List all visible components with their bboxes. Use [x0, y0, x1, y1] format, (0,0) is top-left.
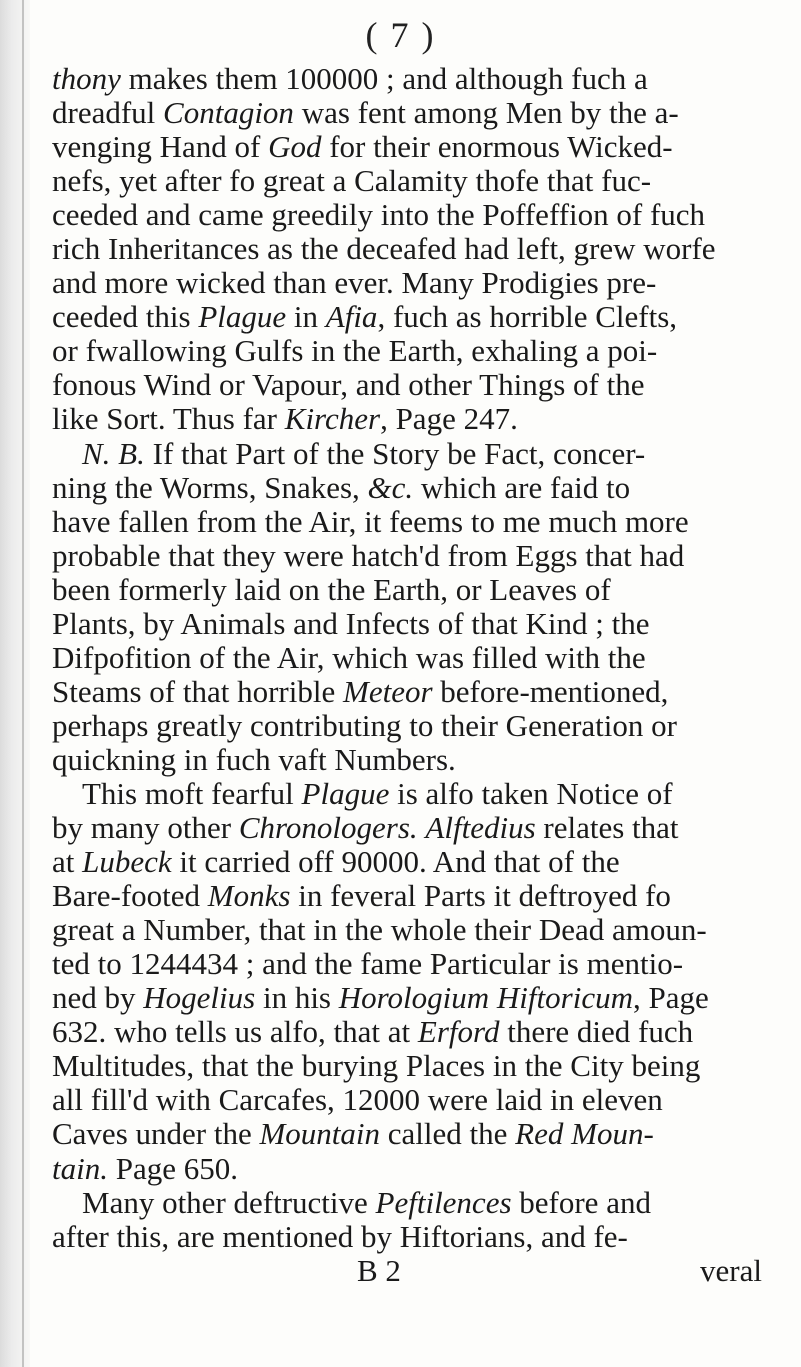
text-line: [52, 471, 790, 505]
italic-text: Horologium Hiftoricum: [338, 981, 633, 1016]
roman-text: , Page 247.: [380, 402, 518, 437]
text-line: [52, 913, 790, 947]
italic-text: Erford: [417, 1015, 500, 1050]
roman-text: it carried off 90000. And that of the: [171, 845, 620, 880]
italic-text: Afia: [325, 300, 378, 335]
italic-text: &c.: [367, 470, 414, 505]
roman-text: after this, are mentioned by Hiftorians, and fe-: [52, 1219, 628, 1254]
roman-text: relates that: [535, 811, 679, 846]
text-line: [52, 1015, 790, 1049]
text-line: [52, 1049, 790, 1083]
text-line: [52, 1186, 790, 1220]
italic-text: Kircher: [284, 402, 381, 437]
text-line: [52, 96, 790, 130]
catchword: veral: [700, 1253, 762, 1288]
signature-mark: B 2: [357, 1253, 401, 1288]
italic-text: Plague: [198, 300, 287, 335]
text-line: [52, 845, 790, 879]
roman-text: ted to 1244434 ; and the fame Particular is mentio-: [52, 947, 684, 982]
italic-text: Contagion: [163, 96, 294, 131]
roman-text: Caves under the: [52, 1117, 260, 1152]
roman-text: rich Inheritances as the deceafed had left, grew worfe: [52, 232, 716, 267]
roman-text: fonous Wind or Vapour, and other Things of the: [52, 368, 645, 403]
text-line: [52, 607, 790, 641]
text-line: [52, 947, 790, 981]
roman-text: 632. who tells us alfo, that at: [52, 1015, 418, 1050]
roman-text: is alfo taken Notice of: [389, 776, 673, 811]
roman-text: Difpofition of the Air, which was filled with the: [52, 640, 646, 675]
roman-text: at: [52, 845, 83, 880]
italic-text: Mountain: [259, 1117, 381, 1152]
roman-text: ceeded this: [52, 300, 199, 335]
roman-text: ceeded and came greedily into the Poffeffion of fuch: [52, 198, 706, 233]
italic-text: thony: [52, 62, 121, 96]
roman-text: called the: [380, 1117, 516, 1152]
text-line: [52, 62, 790, 96]
roman-text: or fwallowing Gulfs in the Earth, exhaling a poi-: [52, 334, 658, 369]
italic-text: tain.: [52, 1151, 108, 1186]
binding-gutter: [0, 0, 30, 1367]
text-line: [52, 811, 790, 845]
italic-text: Chronologers.: [238, 811, 418, 846]
text-line: [52, 505, 790, 539]
roman-text: in feveral Parts it deftroyed fo: [290, 879, 671, 914]
text-line: [52, 300, 790, 334]
catch-line: [52, 1254, 790, 1288]
body-text: [52, 62, 790, 1288]
roman-text: dreadful: [52, 96, 164, 131]
roman-text: probable that they were hatch'd from Eggs that had: [52, 538, 685, 573]
roman-text: Many other deftructive: [82, 1185, 376, 1220]
text-line: [52, 232, 790, 266]
roman-text: like Sort. Thus far: [52, 402, 285, 437]
roman-text: perhaps greatly contributing to their Generation or: [52, 708, 677, 743]
text-line: [52, 402, 790, 436]
roman-text: been formerly laid on the Earth, or Leaves of: [52, 572, 611, 607]
roman-text: , Page: [632, 981, 709, 1016]
italic-text: Plague: [301, 776, 390, 811]
roman-text: ned by: [52, 981, 144, 1016]
text-line: [52, 130, 790, 164]
text-line: [52, 1117, 790, 1151]
roman-text: which are faid to: [413, 470, 631, 505]
text-line: [52, 198, 790, 232]
roman-text: venging Hand of: [52, 130, 269, 165]
italic-text: Peftilences: [375, 1185, 512, 1220]
text-line: [52, 743, 790, 777]
text-line: [52, 266, 790, 300]
text-line: [52, 539, 790, 573]
roman-text: Bare-footed: [52, 879, 208, 914]
text-line: [52, 573, 790, 607]
text-line: [52, 437, 790, 471]
roman-text: , fuch as horrible Clefts,: [377, 300, 678, 335]
roman-text: great a Number, that in the whole their Dead amoun-: [52, 913, 707, 948]
text-line: [52, 981, 790, 1015]
roman-text: before-mentioned,: [432, 674, 669, 709]
gutter-edge: [22, 0, 24, 1367]
italic-text: Alftedius: [425, 811, 536, 846]
text-line: [52, 368, 790, 402]
roman-text: in: [286, 300, 326, 335]
text-line: [52, 334, 790, 368]
roman-text: by many other: [52, 811, 239, 846]
roman-text: Plants, by Animals and Infects of that Kind ; the: [52, 606, 650, 641]
italic-text: Lubeck: [82, 845, 172, 880]
roman-text: quickning in fuch vaft Numbers.: [52, 742, 456, 777]
italic-text: Hogelius: [143, 981, 256, 1016]
text-line: [52, 777, 790, 811]
roman-text: Page 650.: [107, 1151, 238, 1186]
roman-text: was fent among Men by the a-: [293, 96, 679, 131]
roman-text: have fallen from the Air, it feems to me much more: [52, 504, 689, 539]
text-line: [52, 1083, 790, 1117]
italic-text: Meteor: [343, 674, 433, 709]
roman-text: Steams of that horrible: [52, 674, 343, 709]
roman-text: there died fuch: [499, 1015, 694, 1050]
roman-text: makes them 100000 ; and although fuch a: [120, 62, 648, 96]
roman-text: ning the Worms, Snakes,: [52, 470, 368, 505]
text-line: [52, 675, 790, 709]
italic-text: Monks: [207, 879, 291, 914]
text-line: [52, 164, 790, 198]
text-line: [52, 879, 790, 913]
roman-text: all fill'd with Carcafes, 12000 were laid in eleven: [52, 1083, 663, 1118]
roman-text: and more wicked than ever. Many Prodigies pre-: [52, 266, 657, 301]
roman-text: before and: [511, 1185, 651, 1220]
text-line: [52, 1220, 790, 1254]
roman-text: for their enormous Wicked-: [321, 130, 673, 165]
italic-text: God: [268, 130, 322, 165]
page-number: ( 7 ): [365, 15, 436, 55]
roman-text: Multitudes, that the burying Places in the City being: [52, 1049, 701, 1084]
roman-text: This moft fearful: [82, 776, 302, 811]
roman-text: If that Part of the Story be Fact, concer-: [144, 436, 646, 471]
text-line: [52, 1152, 790, 1186]
italic-text: Red Moun-: [515, 1117, 654, 1152]
roman-text: in his: [255, 981, 339, 1016]
text-line: [52, 641, 790, 675]
italic-text: N. B.: [82, 436, 145, 471]
text-line: [52, 709, 790, 743]
roman-text: nefs, yet after fo great a Calamity thofe that fuc-: [52, 164, 652, 199]
